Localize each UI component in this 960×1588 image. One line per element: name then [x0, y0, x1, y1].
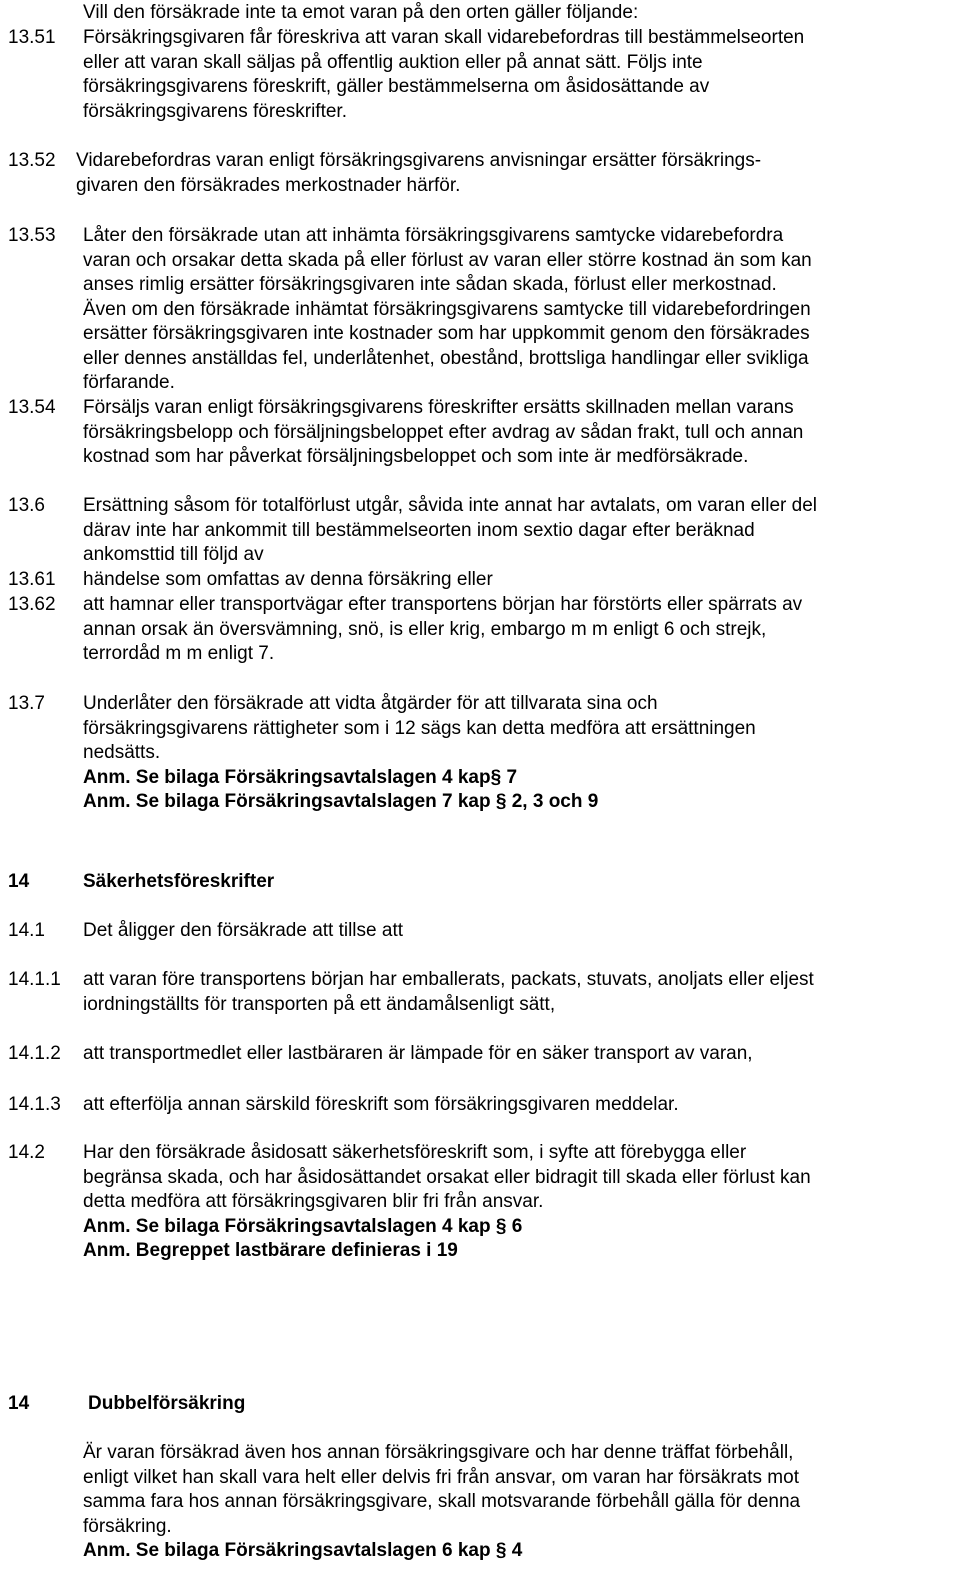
section-number: 13.62 — [8, 594, 56, 615]
section-13-6 — [8, 494, 956, 568]
text-line: försäkringsbelopp och försäljningsbeloppet efter avdrag av sådan frakt, tull och annan — [83, 421, 804, 443]
section-number: 14.1.3 — [8, 1094, 61, 1115]
section-14-2 — [8, 1141, 956, 1264]
section-number: 14.1 — [8, 920, 45, 941]
section-13-61 — [8, 568, 956, 593]
text-line: ankomsttid till följd av — [83, 544, 264, 565]
section-14-1-3 — [8, 1093, 956, 1118]
section-number: 13.51 — [8, 27, 56, 48]
note-line: Anm. Se bilaga Försäkringsavtalslagen 4 kap§ 7 — [83, 766, 518, 788]
text-line: försäkringsgivarens föreskrift, gäller bestämmelserna om åsidosättande av — [83, 76, 710, 97]
section-number: 14.1.1 — [8, 969, 61, 990]
text-line: eller dennes anställdas fel, underlåtenhet, obestånd, brottsliga handlingar eller svikliga — [83, 347, 809, 369]
section-14-1-1 — [8, 968, 956, 1017]
text-line: Låter den försäkrade utan att inhämta försäkringsgivarens samtycke vidarebefordra — [83, 225, 784, 246]
text-line: Försäkringsgivaren får föreskriva att varan skall vidarebefordras till bestämmelseorten — [83, 27, 805, 48]
text-line: terrordåd m m enligt 7. — [83, 643, 275, 664]
note-line: Anm. Se bilaga Försäkringsavtalslagen 7 kap § 2, 3 och 9 — [83, 791, 599, 812]
section-number: 13.6 — [8, 495, 45, 516]
text-line: samma fara hos annan försäkringsgivare, skall motsvarande förbehåll gälla för denna — [83, 1491, 801, 1512]
text-line: att efterfölja annan särskild föreskrift som försäkringsgivaren meddelar. — [83, 1094, 679, 1115]
text-line: annan orsak än översvämning, snö, is eller krig, embargo m m enligt 6 och strejk, — [83, 618, 767, 640]
section-number: 13.54 — [8, 397, 56, 418]
text-line: försäkringsgivarens rättigheter som i 12 sägs kan detta medföra att ersättningen — [83, 717, 756, 739]
text-line: att transportmedlet eller lastbäraren är lämpade för en säker transport av varan, — [83, 1043, 753, 1064]
text-line: begränsa skada, och har åsidosättandet orsakat eller bidragit till skada eller förlust kan — [83, 1166, 811, 1188]
section-13-53 — [8, 224, 956, 396]
dubbelforsakring-heading — [8, 1392, 956, 1417]
text-line: anses rimlig ersätter försäkringsgivaren inte sådan skada, förlust eller merkostnad. — [83, 274, 777, 295]
note-line: Anm. Se bilaga Försäkringsavtalslagen 6 kap § 4 — [83, 1540, 523, 1561]
section-14-1 — [8, 919, 956, 944]
section-13-51 — [8, 26, 956, 124]
section-number: 13.52 — [8, 150, 56, 171]
intro-paragraph — [8, 1, 956, 26]
section-number: 13.61 — [8, 569, 56, 590]
dubbelforsakring-paragraph — [8, 1441, 956, 1564]
text-line: givaren den försäkrades merkostnader härför. — [76, 174, 461, 196]
text-line: försäkringsgivarens föreskrifter. — [83, 100, 347, 122]
section-14-1-2 — [8, 1042, 956, 1067]
section-number: 14.1.2 — [8, 1043, 61, 1064]
section-number: 14.2 — [8, 1142, 45, 1163]
text-line: förfarande. — [83, 372, 175, 393]
text-line: Vidarebefordras varan enligt försäkringsgivarens anvisningar ersätter försäkrings- — [76, 150, 762, 171]
text-line: detta medföra att försäkringsgivaren blir fri från ansvar. — [83, 1191, 544, 1212]
heading-title: Dubbelförsäkring — [88, 1393, 246, 1414]
section-number: 13.7 — [8, 693, 45, 714]
text-line: iordningställts för transporten på ett ändamålsenligt sätt, — [83, 993, 556, 1015]
text-line: Ersättning såsom för totalförlust utgår, såvida inte annat har avtalats, om varan eller del — [83, 495, 817, 516]
text-line: Det åligger den försäkrade att tillse att — [83, 920, 404, 941]
text-line: varan och orsakar detta skada på eller förlust av varan eller större kostnad än som kan — [83, 249, 812, 271]
section-13-54 — [8, 396, 956, 470]
text-line: Underlåter den försäkrade att vidta åtgärder för att tillvarata sina och — [83, 693, 658, 714]
text-line: försäkring. — [83, 1515, 172, 1537]
section-13-62 — [8, 593, 956, 667]
text-line: nedsätts. — [83, 742, 161, 763]
section-number: 13.53 — [8, 225, 56, 246]
heading-number: 14 — [8, 1393, 30, 1414]
text-line: eller att varan skall säljas på offentlig auktion eller på annat sätt. Följs inte — [83, 51, 703, 73]
section-13-7 — [8, 692, 956, 815]
text-line: händelse som omfattas av denna försäkring eller — [83, 569, 493, 590]
text-line: därav inte har ankommit till bestämmelseorten inom sextio dagar efter beräknad — [83, 519, 755, 541]
text-line: Har den försäkrade åsidosatt säkerhetsföreskrift som, i syfte att förebygga eller — [83, 1142, 747, 1163]
text-line: Är varan försäkrad även hos annan försäkringsgivare och har denne träffat förbehåll, — [83, 1442, 794, 1463]
intro-text: Vill den försäkrade inte ta emot varan på den orten gäller följande: — [83, 2, 639, 23]
heading-title: Säkerhetsföreskrifter — [83, 871, 275, 892]
note-line: Anm. Begreppet lastbärare definieras i 19 — [83, 1240, 458, 1261]
text-line: ersätter försäkringsgivaren inte kostnader som har uppkommit genom den försäkrades — [83, 323, 810, 344]
text-line: Försäljs varan enligt försäkringsgivarens föreskrifter ersätts skillnaden mellan varans — [83, 397, 794, 418]
text-line: kostnad som har påverkat försäljningsbeloppet och som inte är medförsäkrade. — [83, 446, 749, 467]
text-line: att varan före transportens början har emballerats, packats, stuvats, anoljats eller eljest — [83, 969, 814, 990]
text-line: enligt vilket han skall vara helt eller delvis fri från ansvar, om varan har försäkrats mot — [83, 1466, 799, 1488]
heading-number: 14 — [8, 871, 30, 892]
text-line: Även om den försäkrade inhämtat försäkringsgivarens samtycke till vidarebefordringen — [83, 298, 811, 320]
text-line: att hamnar eller transportvägar efter transportens början har förstörts eller spärrats av — [83, 594, 803, 615]
section-14-heading — [8, 870, 956, 895]
note-line: Anm. Se bilaga Försäkringsavtalslagen 4 kap § 6 — [83, 1215, 523, 1237]
section-13-52 — [8, 149, 956, 198]
